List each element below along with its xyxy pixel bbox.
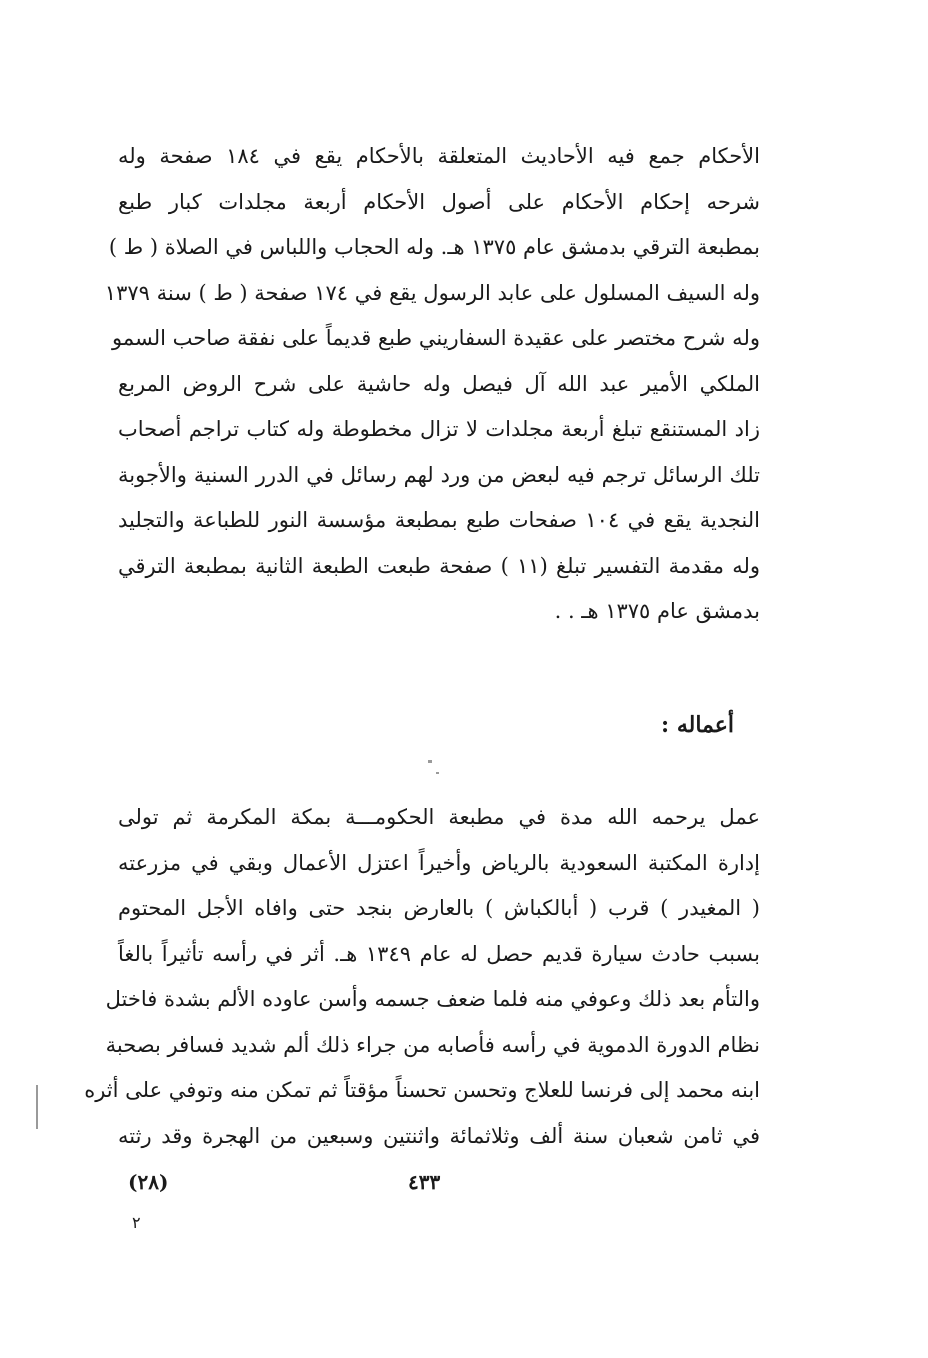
text-line: زاد المستنقع تبلغ أربعة مجلدات لا تزال مخطوطة وله كتاب تراجم أصحاب xyxy=(118,417,760,441)
scan-speck xyxy=(428,760,432,763)
text-line: في ثامن شعبان سنة ألف وثلاثمائة واثنتين وسبعين من الهجرة وقد رثته xyxy=(118,1123,760,1148)
text-line: إدارة المكتبة السعودية بالرياض وأخيراً اعتزل الأعمال وبقي في مزرعته xyxy=(118,850,760,875)
text-line: شرحه إحكام الأحكام على أصول الأحكام أربعة مجلدات كبار طبع xyxy=(118,189,760,214)
text-line: الأحكام جمع فيه الأحاديث المتعلقة بالأحكام يقع في ١٨٤ صفحة وله xyxy=(118,144,760,168)
footer-mark: ٢ xyxy=(132,1213,141,1232)
scan-speck xyxy=(436,772,439,774)
signature-number: (٢٨) xyxy=(128,1170,169,1194)
text-line: بمطبعة الترقي بدمشق عام ١٣٧٥ هـ. وله الحجاب واللباس في الصلاة ( ط ) xyxy=(108,235,760,259)
text-line: ابنه محمد إلى فرنسا للعلاج وتحسن تحسناً مؤقتاً ثم تمكن منه وتوفي على أثره xyxy=(84,1078,760,1102)
text-line: ( المغيدر ) قرب ( أبالكباش ) بالعارض بنجد حتى وافاه الأجل المحتوم xyxy=(118,896,760,920)
text-line: نظام الدورة الدموية في رأسه فأصابه من جراء ذلك ألم شديد فسافر بصحبة xyxy=(105,1032,760,1057)
section-heading: أعماله : xyxy=(661,712,734,738)
text-line: الملكي الأمير عبد الله آل فيصل وله حاشية على شرح الروض المربع xyxy=(118,371,760,396)
text-line: وله مقدمة التفسير تبلغ (١١ ) صفحة طبعت الطبعة الثانية بمطبعة الترقي xyxy=(118,553,760,578)
text-line: والتأم بعد ذلك وعوفي منه فلما ضعف جسمه وأسن عاوده الألم بشدة فاختل xyxy=(105,987,760,1011)
page-number: ٤٣٣ xyxy=(408,1170,441,1194)
text-line: تلك الرسائل ترجم فيه لبعض من ورد لهم رسائل في الدرر السنية والأجوبة xyxy=(118,462,760,487)
paragraph-career xyxy=(84,795,761,1159)
text-line: وله السيف المسلول على عابد الرسول يقع في ١٧٤ صفحة ( ط ) سنة ١٣٧٩ xyxy=(104,280,760,305)
text-line: وله شرح مختصر على عقيدة السفاريني طبع قديماً على نفقة صاحب السمو xyxy=(111,326,760,350)
paragraph-works xyxy=(104,134,761,635)
scan-speck xyxy=(36,1085,38,1129)
text-line: بدمشق عام ١٣٧٥ هـ . . xyxy=(554,599,760,623)
text-line: عمل يرحمه الله مدة في مطبعة الحكومـــة بمكة المكرمة ثم تولى xyxy=(118,805,760,829)
text-line: النجدية يقع في ١٠٤ صفحات طبع بمطبعة مؤسسة النور للطباعة والتجليد xyxy=(118,508,761,532)
text-line: بسبب حادث سيارة قديم حصل له عام ١٣٤٩ هـ. أثر في رأسه تأثيراً بالغاً xyxy=(118,941,761,966)
